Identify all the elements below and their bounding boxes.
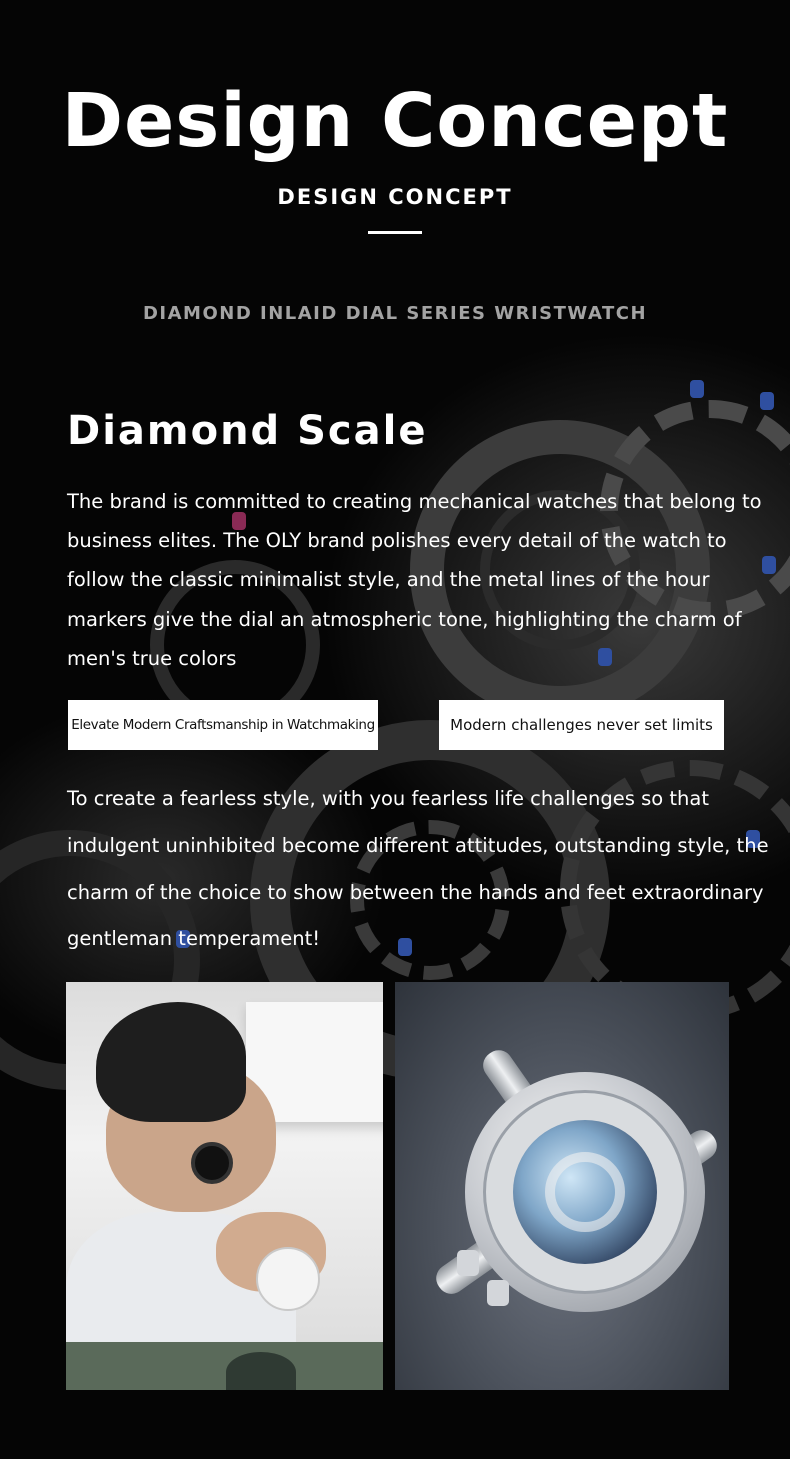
brand-description: The brand is committed to creating mechanical watches that belong to business elites. The OLY brand polishes every detail of the watch to follow the classic minimalist style, and the metal lines of the hour markers give the dial an atmospheric tone, highlighting the charm of men's true colors xyxy=(67,490,762,670)
section-heading: Diamond Scale xyxy=(67,408,428,454)
tag-craftsmanship: Elevate Modern Craftsmanship in Watchmaking xyxy=(68,700,378,750)
watchmaker-photo xyxy=(66,982,383,1390)
tool-container xyxy=(226,1352,296,1390)
loupe-icon xyxy=(191,1142,233,1184)
workbench xyxy=(66,1342,383,1390)
chrono-pusher xyxy=(457,1250,479,1276)
page-title: Design Concept xyxy=(61,78,729,164)
jewel-icon xyxy=(760,392,774,410)
rotor-icon xyxy=(545,1152,625,1232)
style-description: To create a fearless style, with you fearless life challenges so that indulgent uninhibited become different attitudes, outstanding style, the charm of the choice to show between the hands and feet extraordinary gentleman temperament! xyxy=(67,787,769,951)
watch-caseback-photo xyxy=(395,982,729,1390)
page-subtitle: DESIGN CONCEPT xyxy=(277,185,513,209)
tag-challenges: Modern challenges never set limits xyxy=(439,700,724,750)
watch-part xyxy=(256,1247,320,1311)
series-label: DIAMOND INLAID DIAL SERIES WRISTWATCH xyxy=(142,303,648,324)
jewel-icon xyxy=(690,380,704,398)
title-divider xyxy=(368,231,422,234)
chrono-pusher xyxy=(487,1280,509,1306)
watchmaker-hair xyxy=(96,1002,246,1122)
